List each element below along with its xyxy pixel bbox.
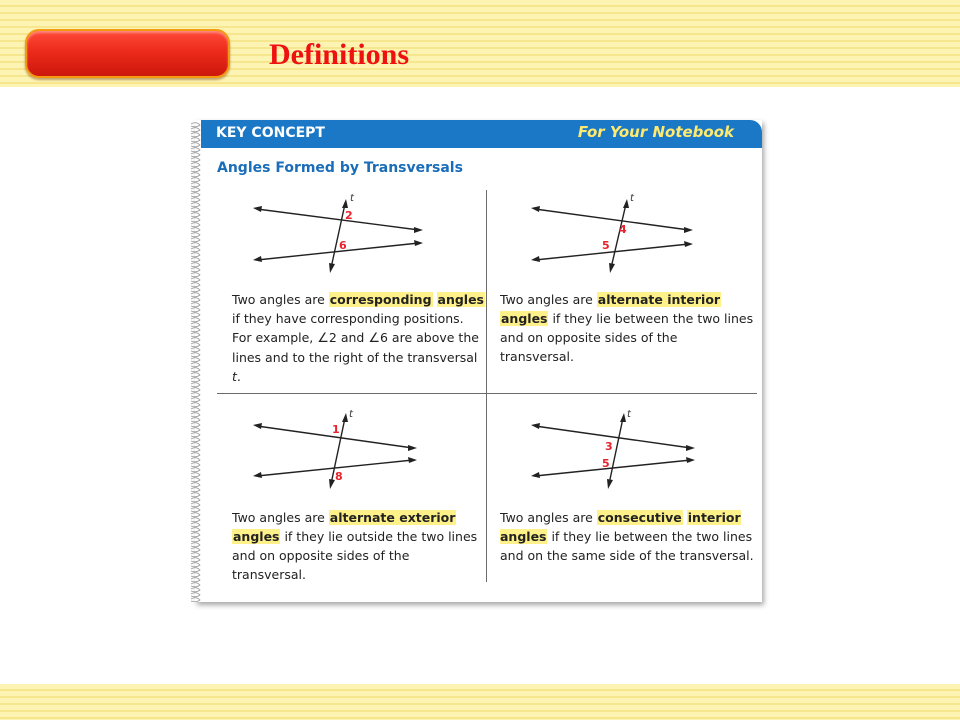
description-corresponding — [232, 290, 487, 386]
desc-text: 6 — [380, 330, 388, 345]
term-highlight: alternate exterior — [329, 510, 456, 525]
spiral-loop — [191, 148, 200, 152]
angle-label: 2 — [345, 209, 353, 222]
spiral-loop — [191, 588, 200, 592]
desc-text: and — [336, 330, 369, 345]
spiral-loop — [191, 533, 200, 537]
spiral-loop — [191, 448, 200, 452]
angle-label: 4 — [619, 223, 627, 236]
spiral-loop — [191, 293, 200, 297]
spiral-loop — [191, 303, 200, 307]
angle-label: 1 — [332, 423, 340, 436]
spiral-loop — [191, 548, 200, 552]
notebook-label: For Your Notebook — [577, 123, 734, 141]
spiral-loop — [191, 413, 200, 417]
spiral-loop — [191, 438, 200, 442]
spiral-loop — [191, 173, 200, 177]
spiral-loop — [191, 233, 200, 237]
spiral-loop — [191, 408, 200, 412]
desc-text: Two angles are — [232, 510, 329, 525]
term-highlight: interior angles — [500, 510, 741, 544]
spiral-loop — [191, 403, 200, 407]
spiral-loop — [191, 268, 200, 272]
spiral-loop — [191, 568, 200, 572]
desc-text: Two angles are — [500, 292, 597, 307]
description-alternate-interior — [500, 290, 755, 366]
spiral-loop — [191, 338, 200, 342]
spiral-loop — [191, 213, 200, 217]
spiral-loop — [191, 418, 200, 422]
spiral-loop — [191, 313, 200, 317]
desc-text: Two angles are — [500, 510, 597, 525]
spiral-loop — [191, 503, 200, 507]
term-highlight: angles — [437, 292, 484, 307]
spiral-loop — [191, 228, 200, 232]
spiral-loop — [191, 368, 200, 372]
spiral-loop — [191, 463, 200, 467]
desc-var: t — [232, 369, 237, 384]
desc-text: if they lie between the two lines and on the same side of the transversal. — [500, 529, 754, 563]
spiral-loop — [191, 273, 200, 277]
bottom-stripe-band — [0, 684, 960, 720]
spiral-loop — [191, 513, 200, 517]
desc-text: if they lie outside the two lines and on opposite sides of the transversal. — [232, 529, 478, 582]
title-tab-decoration — [25, 29, 230, 78]
quadrant-divider-horizontal — [217, 393, 757, 394]
spiral-loop — [191, 553, 200, 557]
spiral-loop — [191, 393, 200, 397]
diagram-alternate-exterior — [253, 408, 429, 490]
spiral-loop — [191, 208, 200, 212]
spiral-loop — [191, 168, 200, 172]
term-highlight: consecutive — [597, 510, 682, 525]
spiral-loop — [191, 143, 200, 147]
desc-text: if they have corresponding positions. For example, — [232, 311, 464, 345]
spiral-loop — [191, 443, 200, 447]
angle-label: 6 — [339, 239, 347, 252]
spiral-loop — [191, 123, 200, 127]
spiral-loop — [191, 583, 200, 587]
spiral-loop — [191, 203, 200, 207]
spiral-loop — [191, 518, 200, 522]
spiral-loop — [191, 218, 200, 222]
spiral-loop — [191, 543, 200, 547]
card-header — [201, 120, 762, 148]
spiral-loop — [191, 473, 200, 477]
spiral-loop — [191, 433, 200, 437]
spiral-loop — [191, 193, 200, 197]
transversal-label: t — [627, 409, 631, 420]
spiral-loop — [191, 188, 200, 192]
spiral-loop — [191, 378, 200, 382]
spiral-loop — [191, 388, 200, 392]
key-concept-card — [195, 120, 762, 602]
card-subtitle: Angles Formed by Transversals — [217, 160, 463, 176]
spiral-loop — [191, 258, 200, 262]
spiral-loop — [191, 278, 200, 282]
spiral-loop — [191, 483, 200, 487]
spiral-loop — [191, 578, 200, 582]
spiral-loop — [191, 498, 200, 502]
transversal-label: t — [349, 409, 353, 420]
spiral-loop — [191, 423, 200, 427]
spiral-loop — [191, 358, 200, 362]
spiral-loop — [191, 323, 200, 327]
description-alternate-exterior — [232, 508, 487, 584]
spiral-loop — [191, 538, 200, 542]
spiral-loop — [191, 428, 200, 432]
spiral-loop — [191, 223, 200, 227]
diagram-corresponding — [253, 192, 429, 274]
spiral-loop — [191, 453, 200, 457]
spiral-loop — [191, 288, 200, 292]
diagram-consecutive-interior — [531, 408, 707, 490]
spiral-loop — [191, 493, 200, 497]
angle-symbol: ∠ — [317, 331, 329, 346]
spiral-loop — [191, 298, 200, 302]
spiral-loop — [191, 523, 200, 527]
angle-label: 5 — [602, 457, 610, 470]
spiral-loop — [191, 243, 200, 247]
diagram-alternate-interior — [531, 192, 707, 274]
spiral-binding — [189, 120, 205, 602]
transversal-label: t — [630, 193, 634, 204]
spiral-loop — [191, 558, 200, 562]
spiral-loop — [191, 308, 200, 312]
key-concept-label: KEY CONCEPT — [216, 125, 325, 141]
spiral-loop — [191, 343, 200, 347]
term-highlight: angles — [233, 529, 280, 544]
spiral-loop — [191, 263, 200, 267]
spiral-loop — [191, 398, 200, 402]
spiral-loop — [191, 183, 200, 187]
spiral-loop — [191, 318, 200, 322]
angle-label: 5 — [602, 239, 610, 252]
spiral-loop — [191, 353, 200, 357]
spiral-loop — [191, 478, 200, 482]
spiral-loop — [191, 133, 200, 137]
term-highlight: angles — [501, 311, 548, 326]
spiral-loop — [191, 468, 200, 472]
spiral-loop — [191, 593, 200, 597]
spiral-loop — [191, 283, 200, 287]
description-consecutive-interior — [500, 508, 755, 565]
spiral-loop — [191, 563, 200, 567]
transversal-label: t — [350, 193, 354, 204]
desc-text: Two angles are — [232, 292, 329, 307]
spiral-loop — [191, 598, 200, 602]
spiral-loop — [191, 528, 200, 532]
spiral-loop — [191, 508, 200, 512]
spiral-loop — [191, 138, 200, 142]
desc-text: 2 — [328, 330, 337, 345]
spiral-loop — [191, 328, 200, 332]
spiral-loop — [191, 128, 200, 132]
spiral-loop — [191, 248, 200, 252]
spiral-loop — [191, 163, 200, 167]
spiral-loop — [191, 348, 200, 352]
angle-label: 8 — [335, 470, 343, 483]
term-highlight: alternate interior — [597, 292, 721, 307]
term-highlight: corresponding — [329, 292, 432, 307]
spiral-loop — [191, 383, 200, 387]
spiral-loop — [191, 573, 200, 577]
spiral-loop — [191, 363, 200, 367]
desc-text: if they lie between the two lines and on opposite sides of the transversal. — [500, 311, 754, 364]
slide-title: Definitions — [269, 38, 410, 71]
spiral-loop — [191, 373, 200, 377]
spiral-loop — [191, 333, 200, 337]
desc-text: . — [236, 369, 241, 384]
spiral-loop — [191, 253, 200, 257]
spiral-loop — [191, 178, 200, 182]
spiral-loop — [191, 158, 200, 162]
spiral-loop — [191, 238, 200, 242]
spiral-loop — [191, 153, 200, 157]
angle-label: 3 — [605, 440, 613, 453]
spiral-loop — [191, 488, 200, 492]
spiral-loop — [191, 198, 200, 202]
desc-text: are above the lines and to the right of the transversal — [232, 330, 479, 365]
spiral-loop — [191, 458, 200, 462]
angle-symbol: ∠ — [368, 331, 380, 346]
